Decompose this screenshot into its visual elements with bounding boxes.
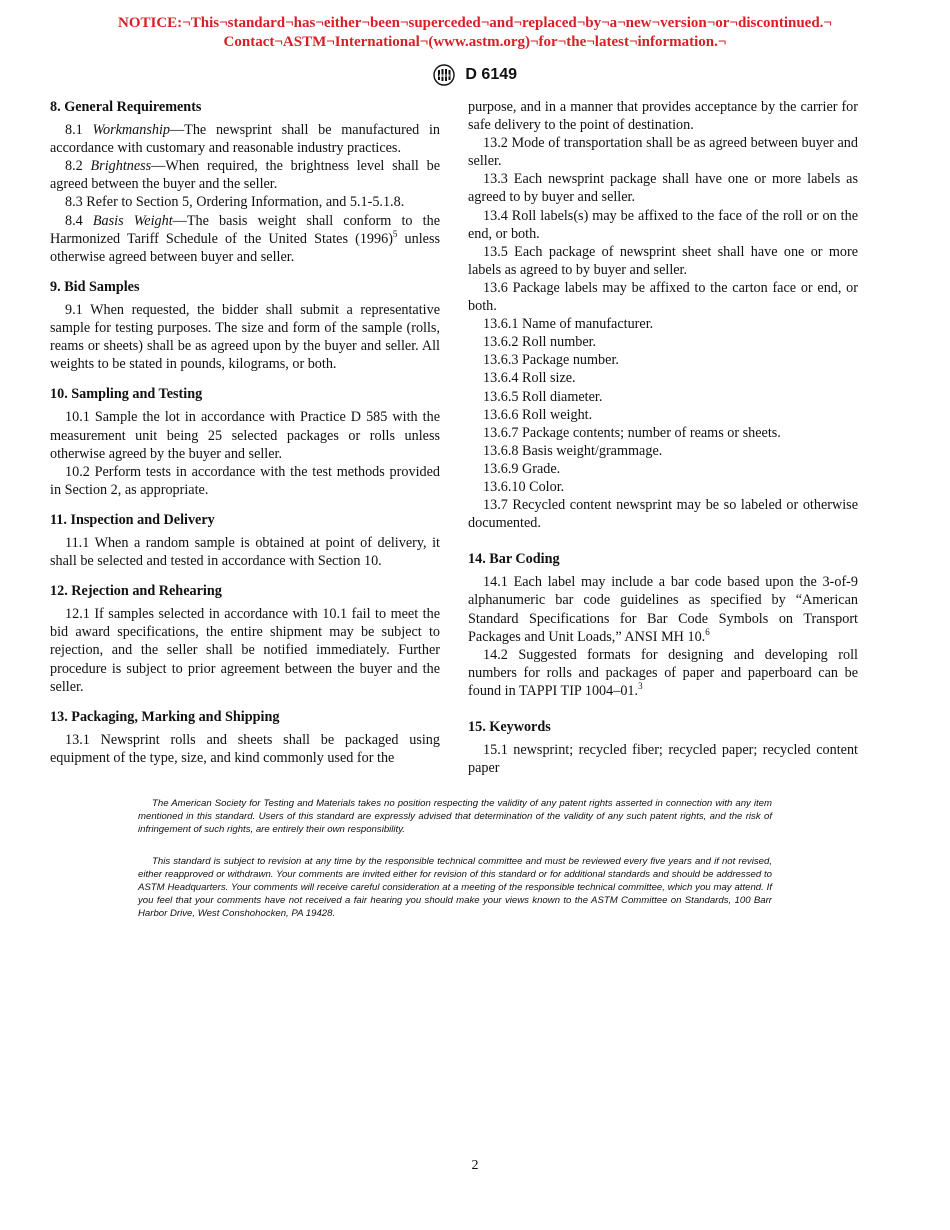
para-8-1: 8.1 Workmanship—The newsprint shall be manufactured in accordance with customary and reasonable industry practices. — [50, 122, 441, 157]
para-14-2: 14.2 Suggested formats for designing and developing roll numbers for rolls and packages of paper and paperboard can be found in TAPPI TIP 1004–01.$^3$ — [468, 646, 858, 699]
para-14-1: 14.1 Each label may include a bar code based upon the 3-of-9 alphanumeric bar code guidelines as specified by “American Standard Specifications for Bar Code Symbols on Transport Packages and Unit Loads,” ANSI MH 10.$^6$ — [468, 574, 858, 645]
revision-notice-text: This standard is subject to revision at any time by the responsible technical committee and must be reviewed every five years and if not revised, either reapproved or withdrawn. Your comments are invited either for revision of this standard or for additional standards and should be addressed to ASTM Headquarters. Your comments will receive careful consideration at a meeting of the responsible technical committee, which you may attend. If you feel that your comments have not received a fair hearing you should make your views known to the ASTM Committee on Standards, 100 Barr Harbor Drive, West Conshohocken, PA 19428. — [138, 856, 772, 919]
list-item: 13.6.1 Name of manufacturer. — [483, 316, 654, 333]
footnote-ref-5: 5 — [392, 228, 398, 239]
para-11-1: 11.1 When a random sample is obtained at point of delivery, it shall be selected and tested in accordance with Section 10. — [50, 534, 440, 570]
para-13-7: 13.7 Recycled content newsprint may be so labeled or otherwise documented. — [468, 497, 858, 532]
para-13-3: 13.3 Each newsprint package shall have one or more labels as agreed to by buyer and seller. — [468, 171, 858, 206]
list-item: 13.6.3 Package number. — [483, 352, 619, 369]
section-11-title: 11. Inspection and Delivery — [50, 511, 215, 528]
right-column — [468, 98, 858, 777]
para-13-6: 13.6 Package labels may be affixed to the carton face or end, or both. — [468, 279, 858, 315]
footnote-ref-3: 3 — [638, 680, 643, 691]
list-item: 13.6.9 Grade. — [483, 460, 561, 477]
section-13-title: 13. Packaging, Marking and Shipping — [50, 708, 280, 725]
section-9-title: 9. Bid Samples — [50, 278, 140, 295]
document-designation: D 6149 — [465, 66, 518, 83]
revision-notice — [138, 855, 772, 920]
para-13-4: 13.4 Roll labels(s) may be affixed to the face of the roll or on the end, or both. — [468, 207, 858, 242]
list-item: 13.6.4 Roll size. — [483, 370, 576, 387]
section-12-title: 12. Rejection and Rehearing — [50, 583, 222, 600]
notice-line-2: Contact¬ASTM¬International¬(www.astm.org)¬for¬the¬latest¬information.¬ — [223, 34, 727, 50]
left-column — [50, 98, 440, 767]
section-15-title: 15. Keywords — [468, 719, 551, 735]
para-8-4: 8.4 Basis Weight—The basis weight shall conform to the Harmonized Tariff Schedule of the United States $(1996)^5$ unless otherwise agreed between buyer and seller. — [50, 212, 440, 265]
patent-disclaimer-text: The American Society for Testing and Materials takes no position respecting the validity of any patent rights asserted in connection with any item mentioned in this standard. Users of this standard are expressly advised that determination of the validity of any such patent rights, and the risk of infringement of such rights, are entirely their own responsibility. — [138, 798, 772, 835]
page-header — [0, 64, 950, 86]
page-number: 2 — [471, 1158, 479, 1173]
para-15-1: 15.1 newsprint; recycled fiber; recycled paper; recycled content paper — [468, 742, 858, 777]
astm-logo-text: ASTM — [438, 73, 450, 78]
list-item: 13.6.7 Package contents; number of reams or sheets. — [483, 424, 781, 441]
section-14-title: 14. Bar Coding — [468, 551, 560, 568]
astm-logo-icon — [433, 64, 455, 86]
section-8-title: 8. General Requirements — [50, 99, 202, 115]
patent-disclaimer — [138, 797, 772, 836]
para-8-2: 8.2 Brightness—When required, the brightness level shall be agreed between the buyer and the seller. — [50, 158, 441, 193]
list-item: 13.6.6 Roll weight. — [483, 406, 593, 423]
para-8-3: 8.3 Refer to Section 5, Ordering Information, and 5.1-5.1.8. — [65, 194, 405, 211]
list-item: 13.6.10 Color. — [483, 478, 565, 495]
list-item: 13.6.5 Roll diameter. — [483, 388, 603, 405]
para-13-1: 13.1 Newsprint rolls and sheets shall be packaged using equipment of the type, size, and kind commonly used for the — [50, 731, 440, 766]
para-13-1-continued: purpose, and in a manner that provides acceptance by the carrier for safe delivery to the point of destination. — [468, 99, 858, 134]
list-item: 13.6.2 Roll number. — [483, 334, 597, 351]
para-12-1: 12.1 If samples selected in accordance with 10.1 fail to meet the bid award specifications, the entire shipment may be subject to rejection, and the seller shall be notified immediately. Further procedure is subject to prior agreement between the buyer and the seller. — [50, 606, 440, 695]
para-9-1: 9.1 When requested, the bidder shall submit a representative sample for testing purposes. The size and form of the sample (rolls, reams or sheets) shall be as agreed upon by the buyer and seller. All weights to be stated in pounds, kilograms, or both. — [50, 301, 440, 373]
para-13-2: 13.2 Mode of transportation shall be as agreed between buyer and seller. — [468, 135, 858, 170]
para-13-5: 13.5 Each package of newsprint sheet shall have one or more labels as agreed to by buyer and seller. — [468, 243, 858, 278]
para-10-1: 10.1 Sample the lot in accordance with Practice D 585 with the measurement unit being 25 selected packages or rolls unless otherwise agreed by the buyer and seller. — [50, 409, 440, 462]
section-10-title: 10. Sampling and Testing — [50, 386, 203, 403]
para-10-2: 10.2 Perform tests in accordance with the test methods provided in Section 2, as appropriate. — [50, 463, 440, 498]
notice-line-1: NOTICE:¬This¬standard¬has¬either¬been¬superceded¬and¬replaced¬by¬a¬new¬version¬or¬discontinued.¬ — [118, 15, 832, 31]
notice-banner — [0, 14, 950, 52]
footnote-ref-6: 6 — [705, 626, 710, 637]
list-item: 13.6.8 Basis weight/grammage. — [483, 442, 663, 459]
